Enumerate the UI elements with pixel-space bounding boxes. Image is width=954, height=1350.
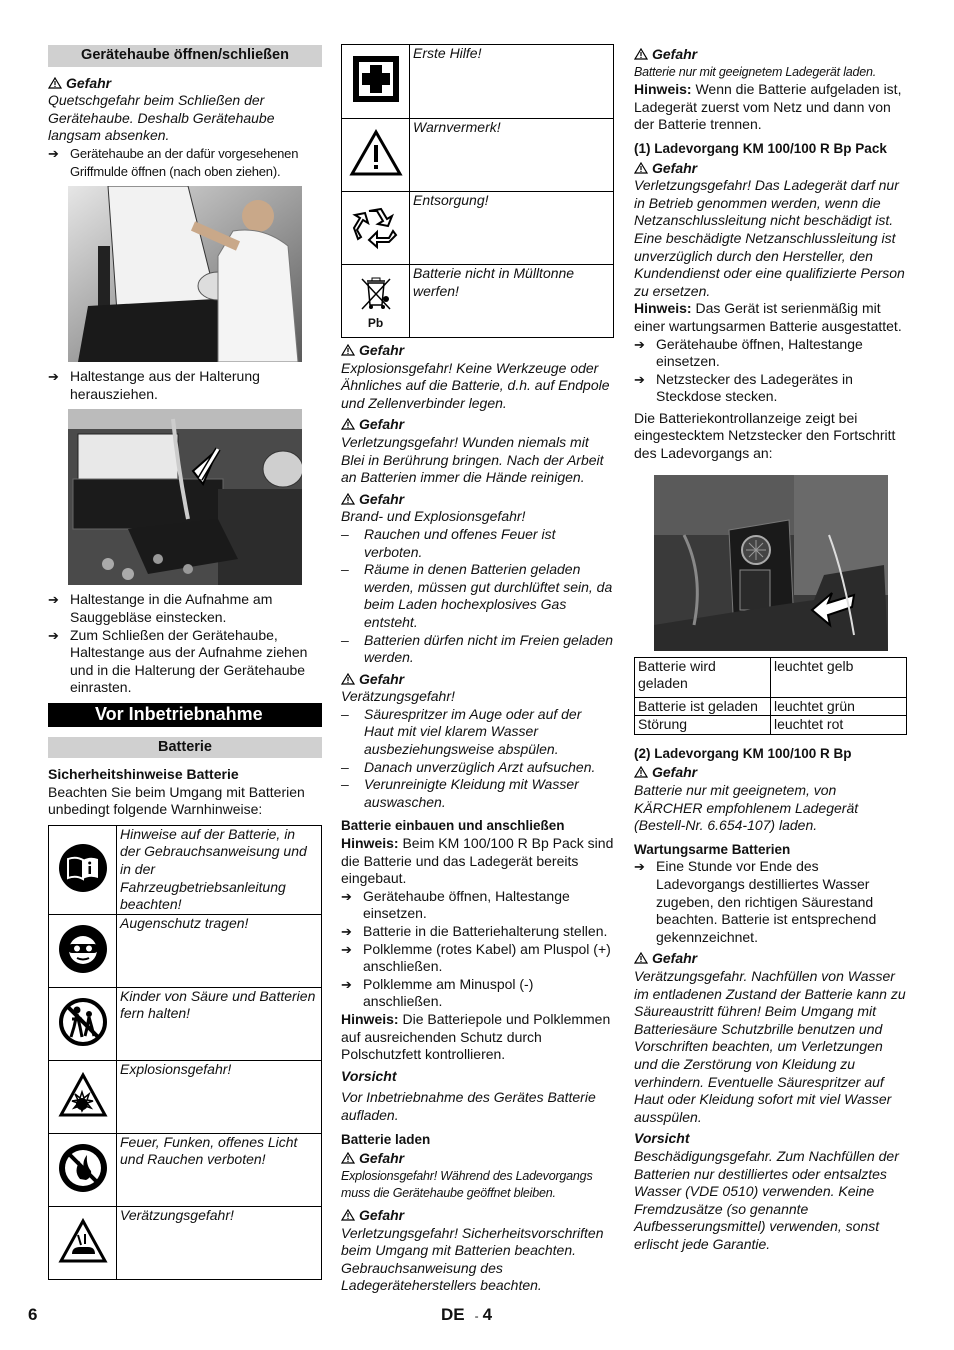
step-close-hood: ➔ Zum Schließen der Gerätehaube, Haltestange aus der Aufnahme ziehen und in die Halterung der Gerätehaube einrasten. — [48, 627, 322, 697]
page-footer-lang: DE - 4 — [441, 1305, 493, 1324]
danger-label: Gefahr — [48, 75, 322, 93]
danger-text: Verätzungsgefahr! — [341, 688, 455, 705]
install-step: ➔ Polklemme (rotes Kabel) am Pluspol (+) anschließen. — [341, 941, 614, 976]
warning-triangle-icon — [48, 77, 62, 89]
indicator-text: Die Batteriekontrollanzeige zeigt bei eingestecktem Netzstecker den Fortschritt des Ladevorgangs an: — [634, 409, 896, 462]
danger-label: Gefahr — [341, 342, 614, 360]
table-cell: Batterie ist geladen — [635, 697, 771, 716]
list-item: – Batterien dürfen nicht im Freien geladen werden. — [341, 632, 614, 667]
main-heading: Vor Inbetriebnahme — [48, 703, 322, 727]
warning-triangle-icon — [341, 673, 355, 685]
symbol-text: Augenschutz tragen! — [117, 914, 322, 987]
warning-triangle-icon — [341, 493, 355, 505]
column-2 — [341, 44, 614, 1295]
photo-rod — [68, 409, 302, 585]
warning-triangle-icon — [341, 1152, 355, 1164]
status-table — [634, 657, 907, 735]
danger-text: Quetschgefahr beim Schließen der Gerätehaube. Deshalb Gerätehaube langsam absenken. — [48, 92, 275, 144]
hint-text: Hinweis: Das Gerät ist serienmäßig mit einer wartungsarmen Batterie ausgestattet. — [634, 300, 902, 334]
danger-text: Batterie nur mit geeignetem, von KÄRCHER empfohlenem Ladegerät (Bestell-Nr. 6.654-107) laden. — [634, 782, 859, 834]
table-cell: Störung — [635, 716, 771, 735]
install-step: ➔ Batterie in die Batteriehalterung stellen. — [341, 923, 614, 941]
maintenance-heading: Wartungsarme Batterien — [634, 841, 791, 857]
symbol-text: Erste Hilfe! — [410, 45, 614, 119]
first-aid-icon — [342, 45, 410, 119]
danger-label: Gefahr — [634, 160, 907, 178]
charge-heading: Batterie laden — [341, 1131, 431, 1147]
warning-symbol-table-2 — [341, 44, 614, 338]
danger-text: Batterie nur mit geeignetem Ladegerät laden. — [634, 64, 877, 79]
corrosive-icon — [49, 1206, 117, 1279]
install-hint-2: Hinweis: Die Batteriepole und Polklemmen auf ausreichenden Schutz durch Polschutzfett kontrollieren. — [341, 1010, 611, 1063]
table-row — [635, 716, 907, 735]
danger-text: Verletzungsgefahr! Sicherheitsvorschriften beim Umgang mit Batterien beachten. Gebrauchsanweisung des Ladegeräteherstellers beachten. — [341, 1224, 604, 1294]
symbol-row — [342, 265, 614, 338]
warning-triangle-icon — [341, 344, 355, 356]
list-item: – Räume in denen Batterien geladen werden, müssen gut durchlüftet sein, da beim Laden hochexplosives Gas entsteht. — [341, 561, 614, 631]
table-row — [635, 657, 907, 697]
no-fire-icon — [49, 1133, 117, 1206]
goggles-icon — [49, 914, 117, 987]
maintenance-step: ➔ Eine Stunde vor Ende des Ladevorgangs destilliertes Wasser zugeben, den richtigen Säurestand beachten. Batterie ist entsprechend gekennzeichnet. — [634, 858, 907, 946]
list-item: – Danach unverzüglich Arzt aufsuchen. — [341, 759, 614, 777]
caution-label: Vorsicht — [634, 1130, 690, 1147]
symbol-text: Entsorgung! — [410, 192, 614, 265]
symbol-row — [342, 192, 614, 265]
column-3 — [634, 44, 907, 1253]
recycle-icon — [342, 192, 410, 265]
symbol-row — [49, 914, 322, 987]
danger-text: Verletzungsgefahr! Wunden niemals mit Blei in Berührung bringen. Nach der Arbeit an Batterien immer die Hände reinigen. — [341, 433, 604, 486]
no-bin-icon — [342, 265, 410, 338]
danger-text: Explosionsgefahr! Keine Werkzeuge oder Ähnliches auf die Batterie, d.h. auf Endpole und Zellenverbinder legen. — [341, 359, 610, 411]
danger-label: Gefahr — [341, 1207, 614, 1225]
symbol-text: Explosionsgefahr! — [117, 1060, 322, 1133]
table-row — [635, 697, 907, 716]
symbol-text: Hinweise auf der Batterie, in der Gebrauchsanweisung und in der Fahrzeugbetriebsanleitung beachten! — [117, 825, 322, 914]
charge-step: ➔ Gerätehaube öffnen, Haltestange einsetzen. — [634, 336, 907, 371]
install-hint: Hinweis: Beim KM 100/100 R Bp Pack sind die Batterie und das Ladegerät bereits eingebaut. — [341, 835, 614, 887]
danger-label: Gefahr — [634, 46, 907, 64]
symbol-row — [49, 987, 322, 1060]
explosion-icon — [49, 1060, 117, 1133]
list-item: – Verunreinigte Kleidung mit Wasser auswaschen. — [341, 776, 614, 811]
charge2-heading: (2) Ladevorgang KM 100/100 R Bp — [634, 745, 852, 761]
section-heading-open-close: Gerätehaube öffnen/schließen — [48, 45, 322, 67]
danger-label: Gefahr — [341, 1150, 614, 1168]
safety-heading: Sicherheitshinweise Batterie — [48, 766, 239, 783]
table-cell: Batterie wird geladen — [635, 657, 771, 697]
safety-intro: Beachten Sie beim Umgang mit Batterien unbedingt folgende Warnhinweise: — [48, 783, 305, 818]
warning-triangle-icon — [341, 1209, 355, 1221]
charge1-heading: (1) Ladevorgang KM 100/100 R Bp Pack — [634, 140, 887, 156]
warning-triangle-icon — [341, 418, 355, 430]
hint-text: Hinweis: Wenn die Batterie aufgeladen ist, Ladegerät zuerst vom Netz und dann von der Batterie trennen. — [634, 81, 902, 133]
photo-open-hood — [68, 186, 302, 362]
symbol-row — [49, 825, 322, 914]
symbol-text: Kinder von Säure und Batterien fern halten! — [117, 987, 322, 1060]
manual-icon — [49, 825, 117, 914]
warning-symbol-table — [48, 825, 322, 1280]
danger-label: Gefahr — [341, 671, 614, 689]
symbol-text: Warnvermerk! — [410, 119, 614, 192]
symbol-row — [49, 1133, 322, 1206]
danger-label: Gefahr — [341, 491, 614, 509]
danger-label: Gefahr — [634, 764, 907, 782]
danger-label: Gefahr — [634, 950, 907, 968]
caution-text: Vor Inbetriebnahme des Gerätes Batterie aufladen. — [341, 1089, 596, 1123]
symbol-row — [342, 119, 614, 192]
table-cell: leuchtet gelb — [771, 657, 907, 697]
step-insert-rod: ➔ Haltestange in die Aufnahme am Sauggebläse einstecken. — [48, 591, 322, 626]
install-step: ➔ Gerätehaube öffnen, Haltestange einsetzen. — [341, 888, 614, 923]
step-open-hood: ➔ Gerätehaube an der dafür vorgesehenen Griffmulde öffnen (nach oben ziehen). — [48, 145, 322, 180]
no-children-icon — [49, 987, 117, 1060]
table-cell: leuchtet grün — [771, 697, 907, 716]
install-heading: Batterie einbauen und anschließen — [341, 818, 565, 834]
charge-step: ➔ Netzstecker des Ladegerätes in Steckdose stecken. — [634, 371, 907, 406]
warning-icon — [342, 119, 410, 192]
danger-text: Verletzungsgefahr! Das Ladegerät darf nur in Betrieb genommen werden, wenn die Netzanschlussleitung nicht beschädigt ist. Eine beschädigte Netzanschlussleitung ist unverzüglich durch den Hersteller, den Kundendienst oder eine qualifizierte Person zu ersetzen. — [634, 177, 905, 299]
danger-label: Gefahr — [341, 416, 614, 434]
warning-triangle-icon — [634, 766, 648, 778]
step-pull-rod: ➔ Haltestange aus der Halterung herausziehen. — [48, 368, 322, 403]
caution-label: Vorsicht — [341, 1067, 397, 1084]
symbol-text: Feuer, Funken, offenes Licht und Rauchen verboten! — [117, 1133, 322, 1206]
symbol-row — [342, 45, 614, 119]
danger-text: Explosionsgefahr! Während des Ladevorgangs muss die Gerätehaube geöffnet bleiben. — [341, 1168, 593, 1201]
warning-triangle-icon — [634, 162, 648, 174]
symbol-text: Verätzungsgefahr! — [117, 1206, 322, 1279]
symbol-text: Batterie nicht in Mülltonne werfen! — [410, 265, 614, 338]
table-cell: leuchtet rot — [771, 716, 907, 735]
column-1 — [48, 44, 322, 1280]
list-item: – Säurespritzer im Auge oder auf der Haut mit viel klarem Wasser ausbeziehungsweise abspülen. — [341, 706, 614, 759]
caution-text: Beschädigungsgefahr. Zum Nachfüllen der Batterien nur destilliertes oder entsalztes Wasser (VDE 0510) verwenden. Keine Fremdzusätze (so genannte Aufbesserungsmittel) verwenden, sonst erlischt jede Garantie. — [634, 1147, 899, 1252]
symbol-row — [49, 1060, 322, 1133]
page-number: 6 — [28, 1305, 38, 1324]
danger-text: Verätzungsgefahr. Nachfüllen von Wasser im entladenen Zustand der Batterie kann zu Säureaustritt führen! Beim Umgang mit Batteriesäure Schutzbrille benutzen und Vorschriften beachten, um Verletzungen und die Zerstörung von Kleidung zu verhindern. Eventuelle Säurespritzer auf Haut oder Kleidung sofort mit viel Wasser ausspülen. — [634, 967, 906, 1125]
install-step: ➔ Polklemme am Minuspol (-) anschließen. — [341, 976, 614, 1011]
section-heading-battery: Batterie — [48, 737, 322, 759]
danger-text: Brand- und Explosionsgefahr! — [341, 508, 526, 525]
pb-label: Pb — [367, 316, 384, 331]
symbol-row — [49, 1206, 322, 1279]
warning-triangle-icon — [634, 952, 648, 964]
photo-charger — [654, 475, 888, 651]
warning-triangle-icon — [634, 48, 648, 60]
list-item: – Rauchen und offenes Feuer ist verboten. — [341, 526, 614, 561]
